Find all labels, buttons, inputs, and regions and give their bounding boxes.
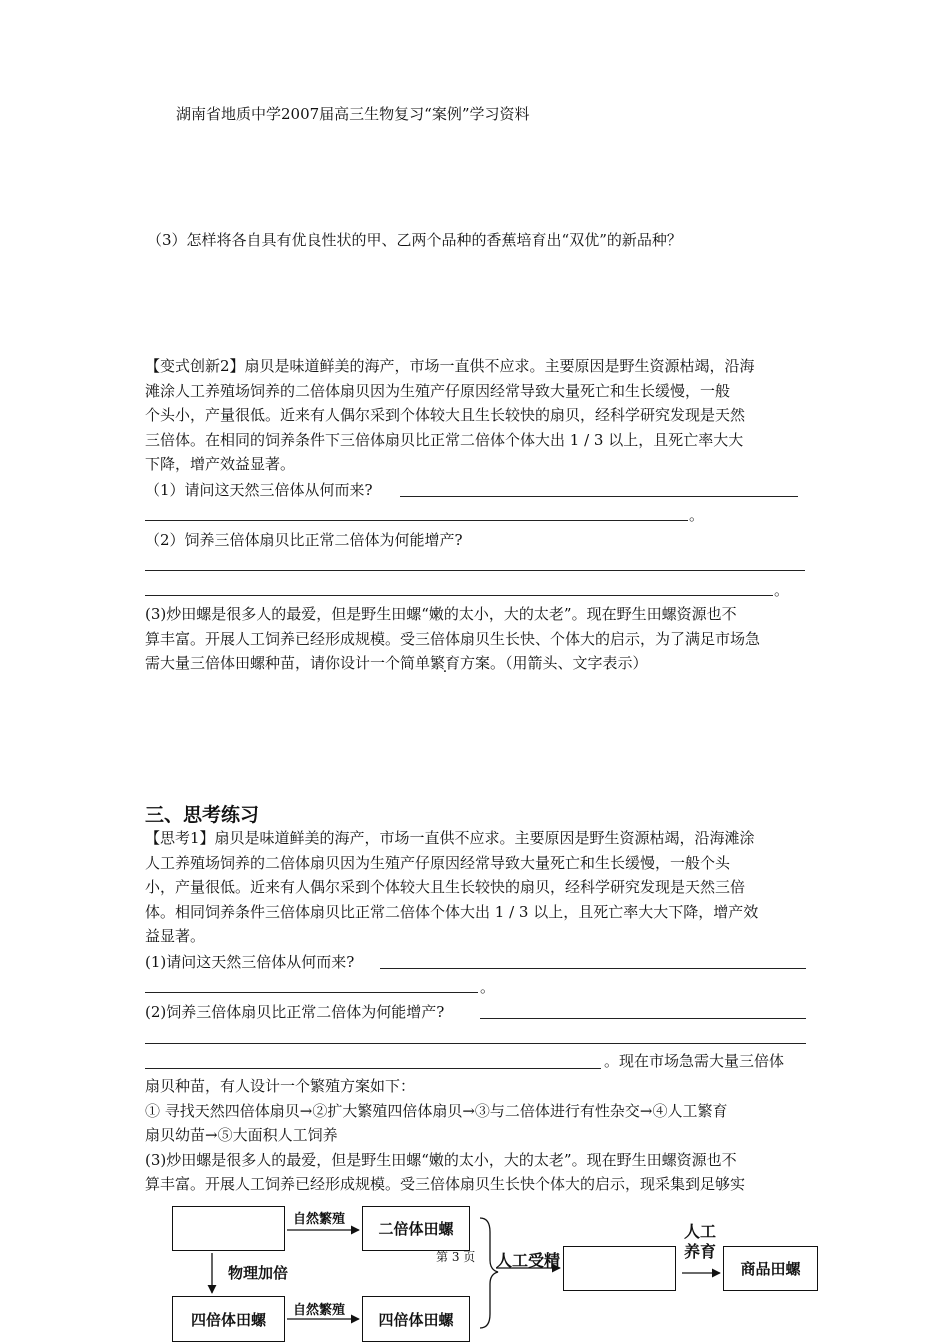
brace [480, 1218, 498, 1328]
variant-2-q2: （2）饲养三倍体扇贝比正常二倍体为何能增产? [145, 531, 463, 549]
page-number: 第 3 页 [436, 1250, 476, 1264]
variant-2-line: 【变式创新2】扇贝是味道鲜美的海产，市场一直供不应求。主要原因是野生资源枯竭，沿海 [145, 357, 755, 375]
artificial-rearing-label: 人工 养育 [684, 1222, 717, 1261]
period: 。 [689, 506, 705, 524]
artificial-fertilization-label: 人工受精 [496, 1251, 561, 1270]
plan-line: 扇贝幼苗→⑤大面积人工饲养 [145, 1126, 338, 1144]
think-1-line: 人工养殖场饲养的二倍体扇贝因为生殖产仔原因经常导致大量死亡和生长缓慢，一般个头 [145, 853, 731, 872]
physical-doubling-label: 物理加倍 [228, 1264, 289, 1282]
variant-2-line: 个头小，产量很低。近来有人偶尔采到个体较大且生长较快的扇贝，经科学研究发现是天然 [145, 406, 746, 424]
plan-line: 扇贝种苗，有人设计一个繁殖方案如下： [145, 1077, 416, 1095]
box-label: 四倍体田螺 [378, 1310, 454, 1329]
variant-2-line: 滩涂人工养殖场饲养的二倍体扇贝因为生殖产仔原因经常导致大量死亡和生长缓慢，一般 [145, 381, 731, 400]
page-header: 湖南省地质中学2007届高三生物复习“案例”学习资料 [176, 105, 530, 123]
q3-text-post: 。（用箭头、文字表示） [490, 654, 648, 672]
think-1-line: 【思考1】扇贝是味道鲜美的海产，市场一直供不应求。主要原因是野生资源枯竭，沿海滩涂 [145, 829, 755, 847]
period: 。 [774, 581, 790, 599]
think-1-q2: (2)饲养三倍体扇贝比正常二倍体为何能增产? [145, 1003, 445, 1021]
variant-2-q3-line: 算丰富。开展人工饲养已经形成规模。受三倍体扇贝生长快、个体大的启示，为了满足市场急 [145, 629, 761, 648]
plan-line: ① 寻找天然四倍体扇贝→②扩大繁殖四倍体扇贝→③与二倍体进行有性杂交→④人工繁育 [145, 1101, 728, 1120]
q3-emphasis: 简单繁育方案 · [400, 654, 490, 672]
natural-breeding-label: 自然繁殖 [293, 1303, 346, 1318]
section-heading: 三、思考练习 [145, 804, 260, 826]
variant-2-line: 下降，增产效益显著。 [145, 455, 296, 473]
think-1-line: 体。相同饲养条件三倍体扇贝比正常二倍体个体大出 1 / 3 以上，且死亡率大大下降，增产效 [145, 902, 759, 921]
think-1-line: 小，产量很低。近来有人偶尔采到个体较大且生长较快的扇贝，经科学研究发现是天然三倍 [145, 878, 746, 896]
think-1-line: 益显著。 [145, 927, 206, 945]
box-label: 二倍体田螺 [378, 1220, 454, 1238]
think-1-q1: (1)请问这天然三倍体从何而来? [145, 953, 355, 971]
think-1-q2-tail: 。现在市场急需大量三倍体 [604, 1052, 785, 1070]
q3-text-pre: 需大量三倍体田螺种苗，请你设计一个 [145, 654, 401, 672]
variant-2-line: 三倍体。在相同的饲养条件下三倍体扇贝比正常二倍体个体大出 1 / 3 以上，且死亡率大大 [145, 430, 744, 449]
natural-breeding-label: 自然繁殖 [293, 1212, 346, 1227]
period: 。 [480, 978, 496, 996]
variant-2-q1: （1）请问这天然三倍体从何而来? [145, 481, 373, 499]
box-label: 商品田螺 [740, 1260, 801, 1278]
think-1-q3-line: 算丰富。开展人工饲养已经形成规模。受三倍体扇贝生长快个体大的启示，现采集到足够实 [145, 1175, 746, 1193]
variant-2-q3-line: (3)炒田螺是很多人的最爱，但是野生田螺“嫩的太小，大的太老”。现在野生田螺资源也不 [145, 605, 737, 623]
question-3-banana: （3）怎样将各自具有优良性状的甲、乙两个品种的香蕉培育出“双优”的新品种？ [147, 231, 682, 249]
think-1-q3-line: (3)炒田螺是很多人的最爱，但是野生田螺“嫩的太小，大的太老”。现在野生田螺资源也不 [145, 1150, 737, 1169]
box-label: 四倍体田螺 [190, 1310, 266, 1329]
